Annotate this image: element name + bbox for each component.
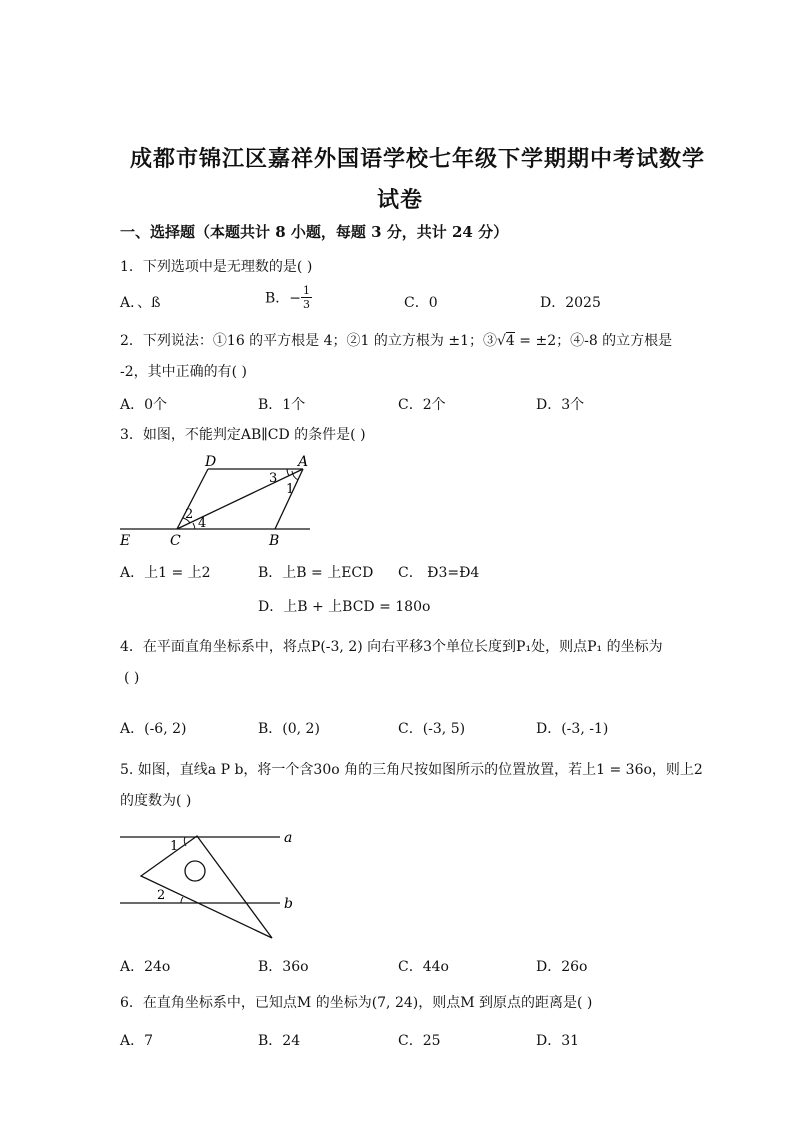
q1-option-b bbox=[265, 284, 312, 311]
q3-figure-parallelogram bbox=[115, 450, 325, 550]
q4-option-c: C．(-3, 5) bbox=[398, 721, 466, 737]
angle-label-1: 1 bbox=[170, 839, 179, 854]
q2-stem-part2: = ±2；④-8 的立方根是 bbox=[514, 333, 673, 349]
q2-stem-part1: 2．下列说法：①16 的平方根是 4；②1 的立方根为 ±1；③ bbox=[120, 333, 497, 349]
q3-option-c: C． Ð3=Ð4 bbox=[398, 565, 480, 581]
q4-option-a: A．(-6, 2) bbox=[120, 721, 187, 737]
q6-option-b: B．24 bbox=[258, 1033, 301, 1049]
q5-option-a: A．24o bbox=[120, 959, 171, 975]
q3-stem: 3．如图，不能判定AB∥CD 的条件是( ) bbox=[120, 427, 366, 443]
q1-option-a: A．、ß bbox=[120, 295, 161, 311]
line-ab bbox=[275, 469, 303, 529]
q2-option-d: D．3个 bbox=[536, 397, 585, 413]
ruler-hole bbox=[185, 861, 205, 881]
q4-option-d: D．(-3, -1) bbox=[536, 721, 609, 737]
angle4-arc bbox=[193, 523, 195, 529]
exam-title-line1: 成都市锦江区嘉祥外国语学校七年级下学期期中考试数学 bbox=[130, 146, 706, 172]
q4-stem-line1: 4．在平面直角坐标系中，将点P(-3, 2) 向右平移3个单位长度到P₁处，则点P₁ 的坐标为 bbox=[120, 639, 663, 655]
q1-b-numerator: 1 bbox=[303, 284, 311, 297]
q5-stem-line2: 的度数为( ) bbox=[120, 793, 192, 809]
q1-option-b-prefix: B．− bbox=[265, 290, 302, 307]
angle-label-4: 4 bbox=[198, 516, 207, 531]
q5-figure-triangle-ruler bbox=[115, 826, 315, 946]
q5-option-d: D．26o bbox=[536, 959, 588, 975]
q2-stem-line2: -2，其中正确的有( ) bbox=[120, 364, 248, 380]
triangle-ruler bbox=[141, 836, 272, 938]
q3-option-a: A．上1 = 上2 bbox=[120, 565, 211, 581]
q1-option-d: D．2025 bbox=[540, 295, 601, 311]
q3-option-b: B．上B = 上ECD bbox=[258, 565, 374, 581]
angle2-arc bbox=[181, 897, 183, 903]
label-a: a bbox=[284, 830, 293, 846]
q4-stem-line2: ( ) bbox=[124, 670, 140, 686]
q4-option-b: B．(0, 2) bbox=[258, 721, 320, 737]
q1-option-b-fraction bbox=[301, 284, 312, 311]
label-d: D bbox=[205, 454, 217, 470]
q6-option-c: C．25 bbox=[398, 1033, 441, 1049]
q5-option-c: C．44o bbox=[398, 959, 449, 975]
q6-option-a: A．7 bbox=[120, 1033, 154, 1049]
q1-stem: 1．下列选项中是无理数的是( ) bbox=[120, 259, 313, 275]
angle-label-2: 2 bbox=[185, 507, 194, 522]
q2-option-b: B．1个 bbox=[258, 397, 306, 413]
q6-stem: 6．在直角坐标系中，已知点M 的坐标为(7, 24)，则点M 到原点的距离是( ) bbox=[120, 995, 593, 1011]
label-b: B bbox=[269, 533, 280, 549]
exam-title-line2: 试卷 bbox=[377, 187, 424, 213]
angle-label-2: 2 bbox=[157, 888, 166, 903]
q2-option-a: A．0个 bbox=[120, 397, 168, 413]
q6-option-d: D．31 bbox=[536, 1033, 580, 1049]
angle3-arc bbox=[287, 469, 289, 476]
angle-label-3: 3 bbox=[269, 471, 278, 486]
q5-stem-line1: 5. 如图，直线a P b，将一个含30o 角的三角尺按如图所示的位置放置，若上1 = 36o，则上2 bbox=[120, 762, 703, 778]
label-b: b bbox=[284, 896, 293, 912]
q3-option-d: D．上B + 上BCD = 180o bbox=[258, 599, 431, 615]
q5-option-b: B．36o bbox=[258, 959, 309, 975]
line-ac bbox=[177, 469, 303, 529]
q1-b-denominator: 3 bbox=[303, 298, 311, 311]
q2-option-c: C．2个 bbox=[398, 397, 446, 413]
q1-option-c: C．0 bbox=[404, 295, 438, 311]
label-c: C bbox=[170, 533, 181, 549]
angle-label-1: 1 bbox=[286, 482, 295, 497]
sqrt-symbol: √ bbox=[496, 333, 506, 349]
section-heading: 一、选择题（本题共计 8 小题，每题 3 分，共计 24 分） bbox=[120, 223, 509, 241]
q2-stem-line1 bbox=[120, 330, 672, 350]
label-e: E bbox=[120, 533, 131, 549]
label-a: A bbox=[298, 454, 309, 470]
q2-sqrt-radicand: 4 bbox=[505, 333, 515, 349]
